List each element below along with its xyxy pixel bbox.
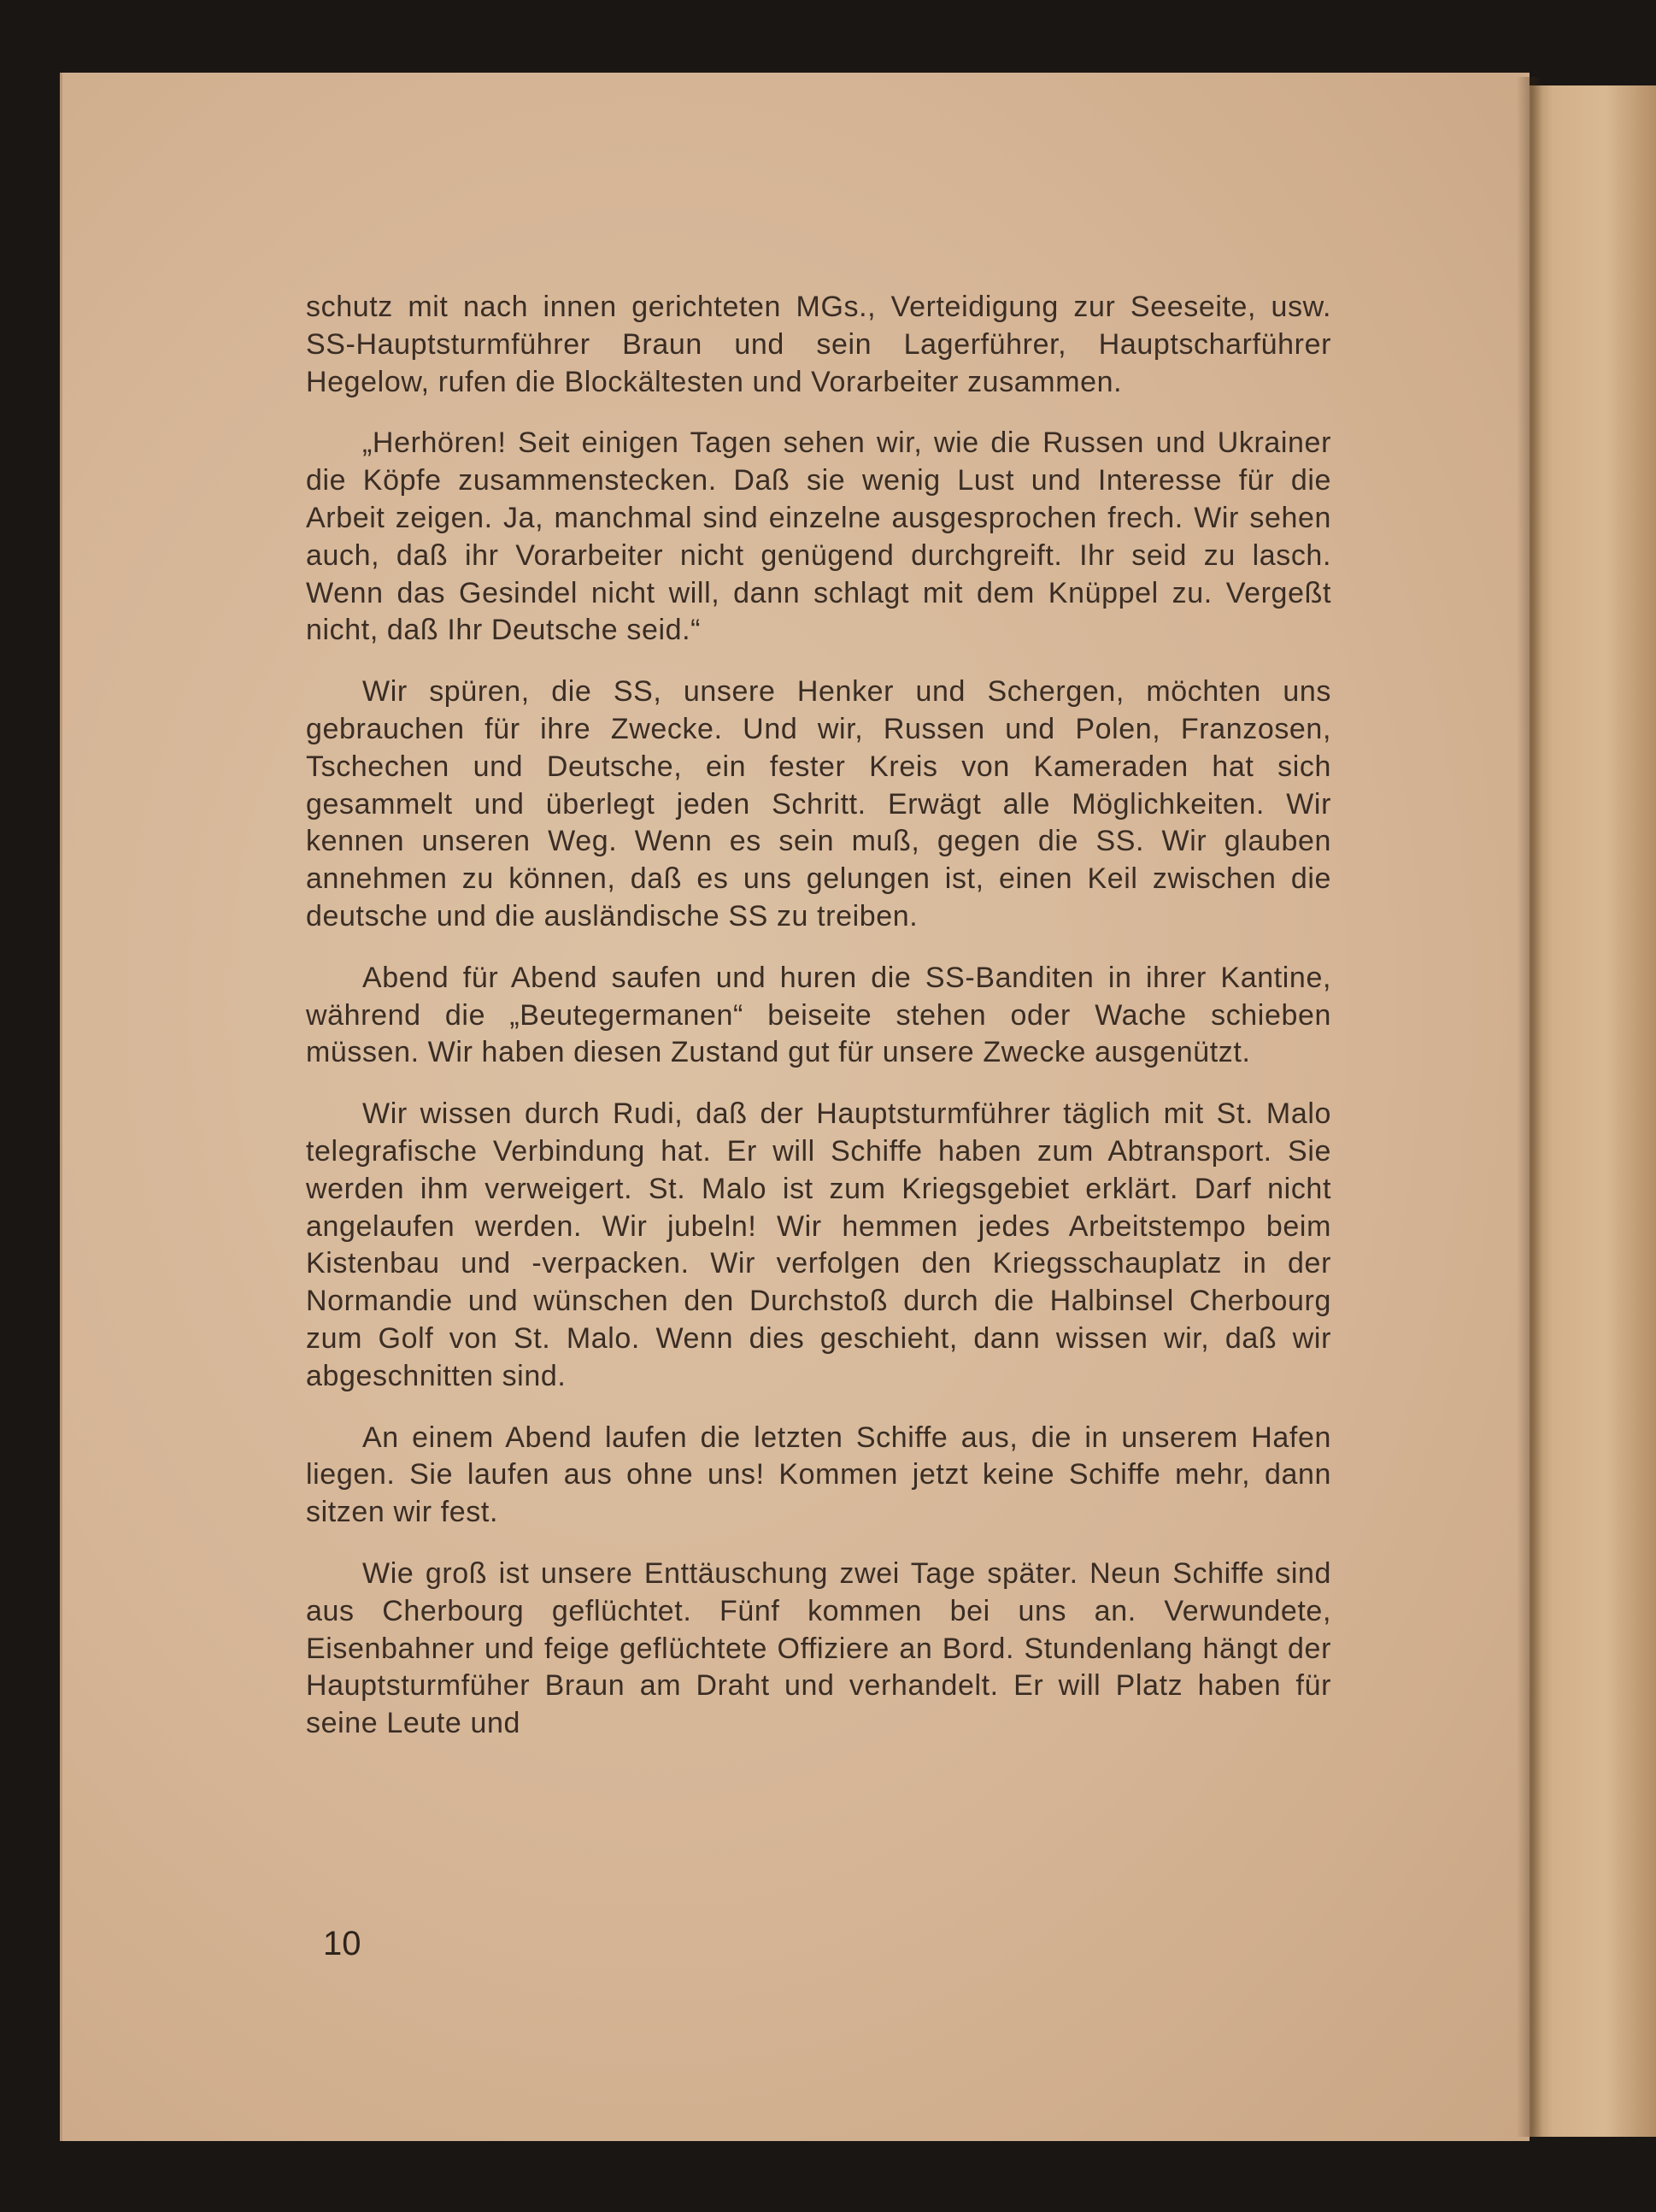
paragraph-4: Abend für Abend saufen und huren die SS-Banditen in ihrer Kantine, während die „Beutegermanen“ beiseite stehen oder Wache schieben müssen. Wir haben diesen Zustand gut für unsere Zwecke ausgenützt. (306, 961, 1331, 1069)
paragraph-6: An einem Abend laufen die letzten Schiffe aus, die in unserem Hafen liegen. Sie laufen aus ohne uns! Kommen jetzt keine Schiffe mehr, dann sitzen wir fest. (306, 1421, 1331, 1529)
paragraph-5: Wir wissen durch Rudi, daß der Hauptsturmführer täglich mit St. Malo telegrafische Verbindung hat. Er will Schiffe haben zum Abtransport. Sie werden ihm verweigert. St. Malo ist zum Kriegsgebiet erklärt. Darf nicht angelaufen werden. Wir jubeln! Wir hemmen jedes Arbeitstempo beim Kistenbau und -verpacken. Wir verfolgen den Kriegsschauplatz in der Normandie und wünschen den Durchstoß durch die Halbinsel Cherbourg zum Golf von St. Malo. Wenn dies geschieht, dann wissen wir, daß wir abgeschnitten sind. (306, 1097, 1331, 1392)
book-gutter (1517, 77, 1542, 2137)
paragraph-2: „Herhören! Seit einigen Tagen sehen wir, wie die Russen und Ukrainer die Köpfe zusammenstecken. Daß sie wenig Lust und Interesse für die Arbeit zeigen. Ja, manchmal sind einzelne ausgesprochen frech. Wir sehen auch, daß ihr Vorarbeiter nicht genügend durchgreift. Ihr seid zu lasch. Wenn das Gesindel nicht will, dann schlagt mit dem Knüppel zu. Vergeßt nicht, daß Ihr Deutsche seid.“ (306, 427, 1331, 647)
page-text (306, 289, 1331, 1767)
next-page-edge (1530, 85, 1656, 2137)
paragraph-7: Wie groß ist unsere Enttäuschung zwei Tage später. Neun Schiffe sind aus Cherbourg geflüchtet. Fünf kommen bei uns an. Verwundete, Eisenbahner und feige geflüchtete Offiziere an Bord. Stundenlang hängt der Hauptsturmfüher Braun am Draht und verhandelt. Er will Platz haben für seine Leute und (306, 1556, 1331, 1740)
paragraph-3: Wir spüren, die SS, unsere Henker und Schergen, möchten uns gebrauchen für ihre Zwecke. Und wir, Russen und Polen, Franzosen, Tschechen und Deutsche, ein fester Kreis von Kameraden hat sich gesammelt und überlegt jeden Schritt. Erwägt alle Möglichkeiten. Wir kennen unseren Weg. Wenn es sein muß, gegen die SS. Wir glauben annehmen zu können, daß es uns gelungen ist, einen Keil zwischen die deutsche und die ausländische SS zu treiben. (306, 675, 1331, 932)
paragraph-1: schutz mit nach innen gerichteten MGs., Verteidigung zur Seeseite, usw. SS-Hauptsturmführer Braun und sein Lagerführer, Hauptscharführer Hegelow, rufen die Blockältesten und Vorarbeiter zusammen. (306, 291, 1331, 398)
page-number: 10 (323, 1925, 361, 1962)
